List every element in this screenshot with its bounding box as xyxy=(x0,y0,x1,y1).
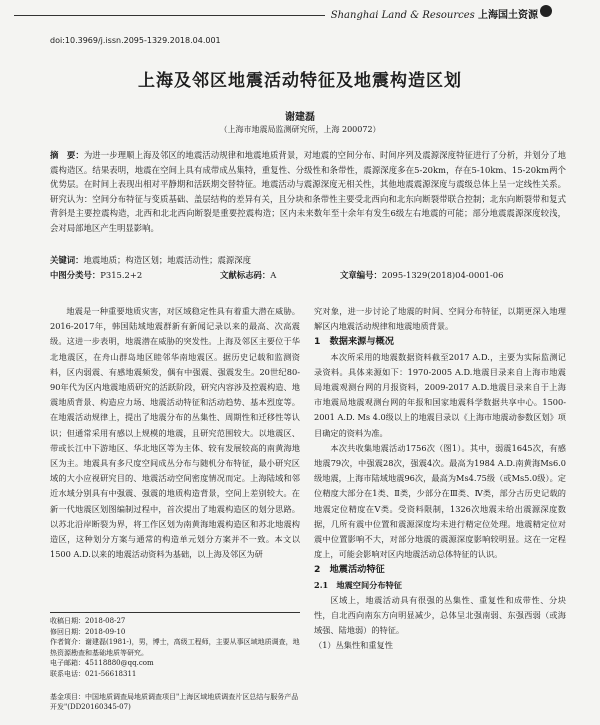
journal-name: Shanghai Land & Resources 上海国土资源 xyxy=(325,6,538,21)
keywords-label: 关键词： xyxy=(50,255,84,265)
running-header xyxy=(0,0,600,24)
author: 谢建磊 xyxy=(285,112,315,123)
article-no-label: 文章编号： xyxy=(340,270,382,280)
abstract-label: 摘 要： xyxy=(50,150,84,160)
section-1-heading: 1 数据来源与概况 xyxy=(314,336,394,348)
section-2-1-paragraph: 区域上，地震活动具有很强的丛集性、重复性和成带性、分块性，自北西向南东方向明显减少，总体呈北强南弱、东强西弱（或海域强、陆地弱）的特征。 xyxy=(314,594,566,636)
article-no-value: 2095-1329(2018)04-0001-06 xyxy=(381,270,504,280)
doc-code-label: 文献标志码： xyxy=(220,270,271,280)
subsection-item-1: （1）丛集性和重复性 xyxy=(314,640,393,651)
revised-date: 修回日期：2018-09-10 xyxy=(50,627,126,636)
affiliation: （上海市地震局监测研究所，上海 200072） xyxy=(219,125,381,134)
doc-code-value: A xyxy=(270,270,277,280)
right-column xyxy=(314,304,566,654)
page-title: 上海及邻区地震活动特征及地震构造区划 xyxy=(138,71,462,91)
clc-value: P315.2+2 xyxy=(100,270,143,280)
intro-continuation: 究对象，进一步讨论了地震的时间、空间分布特征，以期更深入地理解区内地震活动规律和地震地质背景。 xyxy=(314,306,566,332)
clc-label: 中图分类号： xyxy=(50,270,101,280)
author-bio: 作者简介：谢建磊(1981-)，男，博士，高级工程师，主要从事区域地质调查，地热资源勘查和基础地质等研究。 xyxy=(50,638,300,657)
section-2-1-heading: 2.1 地震空间分布特征 xyxy=(314,579,402,590)
journal-logo-icon xyxy=(540,5,552,17)
abstract xyxy=(50,148,566,236)
article-meta xyxy=(50,269,566,281)
keywords-text: 地震地质；构造区划；地震活动性；震源深度 xyxy=(83,255,251,265)
footnote xyxy=(50,612,300,679)
keywords xyxy=(50,254,566,266)
email[interactable]: 电子邮箱：45118880@qq.com xyxy=(50,659,154,667)
phone: 联系电话：021-56618311 xyxy=(50,669,137,678)
abstract-text: 为进一步理顺上海及邻区的地震活动规律和地震地质背景，对地震的空间分布、时间序列及震源深度特征进行了分析，并划分了地震构造区。结果表明，地震在空间上具有成带成丛集特，重复性、分级性和条带性，震源深度多在5-20km，存在5-10km、15-20km两个优势层。在时间上表现出相对平静期和活跃期交替特征。地震活动与震源深度无相关性，其他地震震源深度与震级总体上呈一定线性关系。研究认为：空间分布特征与变质基础、盖层结构的差异有关，且分块和条带性主要受北西向和北东向断裂带联合控制；北东向断裂带和复式背斜是主要控震构造，北西和北北西向断裂是重要控震构造；区内未来数年至十余年有发生6级左右地震的可能；部分地震震源深度较浅，会对局部地区产生明显影响。 xyxy=(50,150,566,233)
doi[interactable]: doi:10.3969/j.issn.2095-1329.2018.04.001 xyxy=(50,36,221,45)
section-1-paragraph-2: 本次共收集地震活动1756次（图1）。其中，弱震1645次，有感地震79次，中强震28次，强震4次。最高为1984 A.D.南黄海Ms6.0级地震，上海市陆域地震96次，最高为Ms4.75级（或Ms5.0级）。定位精度大部分在1类、Ⅱ类，少部分在Ⅲ类、Ⅳ类，部分古历史记载的地震定位精度在V类。受资料限制，1326次地震未给出震源深度数据，几所有震中位置和震源深度均未进行精定位处理。地震精定位对震中位置影响不大，对部分地震的震源深度影响较明显。这在一定程度上，可能会影响对区内地震活动总体特征的认识。 xyxy=(314,442,566,560)
section-2-heading: 2 地震活动特征 xyxy=(314,564,385,576)
section-1-paragraph-1: 本次所采用的地震数据资料截至2017 A.D.，主要为实际监测记录资料。具体来源如下：1970-2005 A.D.地震目录来自上海市地震局地震观测台网的月报资料，2009-2017 A.D.地震目录来自于上海市地震局地震观测台网的年报和国家地震科学数据共享中心。1500-2001 A.D. Ms 4.0级以上的地震目录以《上海市地震动参数区划》项目确定的资料为准。 xyxy=(314,351,566,438)
funding-note: 基金项目：中国地质调查局地质调查项目"上海区域地质调查片区总结与服务产品开发"(DD20160345-07) xyxy=(50,693,299,711)
received-date: 收稿日期：2018-08-27 xyxy=(50,617,126,625)
left-column xyxy=(50,304,300,562)
intro-paragraph: 地震是一种重要地质灾害，对区域稳定性具有着重大潜在威胁。2016-2017年，韩国陆域地震群新有新闻记录以来的最高、次高震级。这进一步表明，地震潜在威胁的突发性。上海及邻区主要位于华北地震区，在舟山群岛地区睦邻华南地震区。据历史记载和监测资料，区内弱震、有感地震频发，偶有中强震、强震发生。20世纪80-90年代为区内地震地质研究的活跃阶段，研究内容涉及控震构造、地震地质背景、构造应力场、地震活动特征和活动趋势、基本烈度等。在地震活动规律上，提出了地震分布的丛集性、周期性和迁移性等认识；但通常采用有感以上规模的地震，且研究范围较大。以地震区、带或长江中下游地区、华北地区等为主体、较有发展较高的南黄海地区为主。地震具有多尺度空间成丛分布与随机分布特征，最小研究区域的大小应视研究目的、地震活动空间密度情况而定。上海陆域和邻近水域分别具有中强震、强震的地质构造背景，空间上差别较大。在新一代地震区划图编制过程中，首次提出了地震构造区的划分思路。以苏北沿岸断裂为界，将工作区划为南黄海地震构造区和苏北地震构造区，这种划分方案与通常的构造单元划分方案并不一致。本文以1500 A.D.以来的地震活动资料为基础，以上海及邻区为研 xyxy=(50,306,300,560)
